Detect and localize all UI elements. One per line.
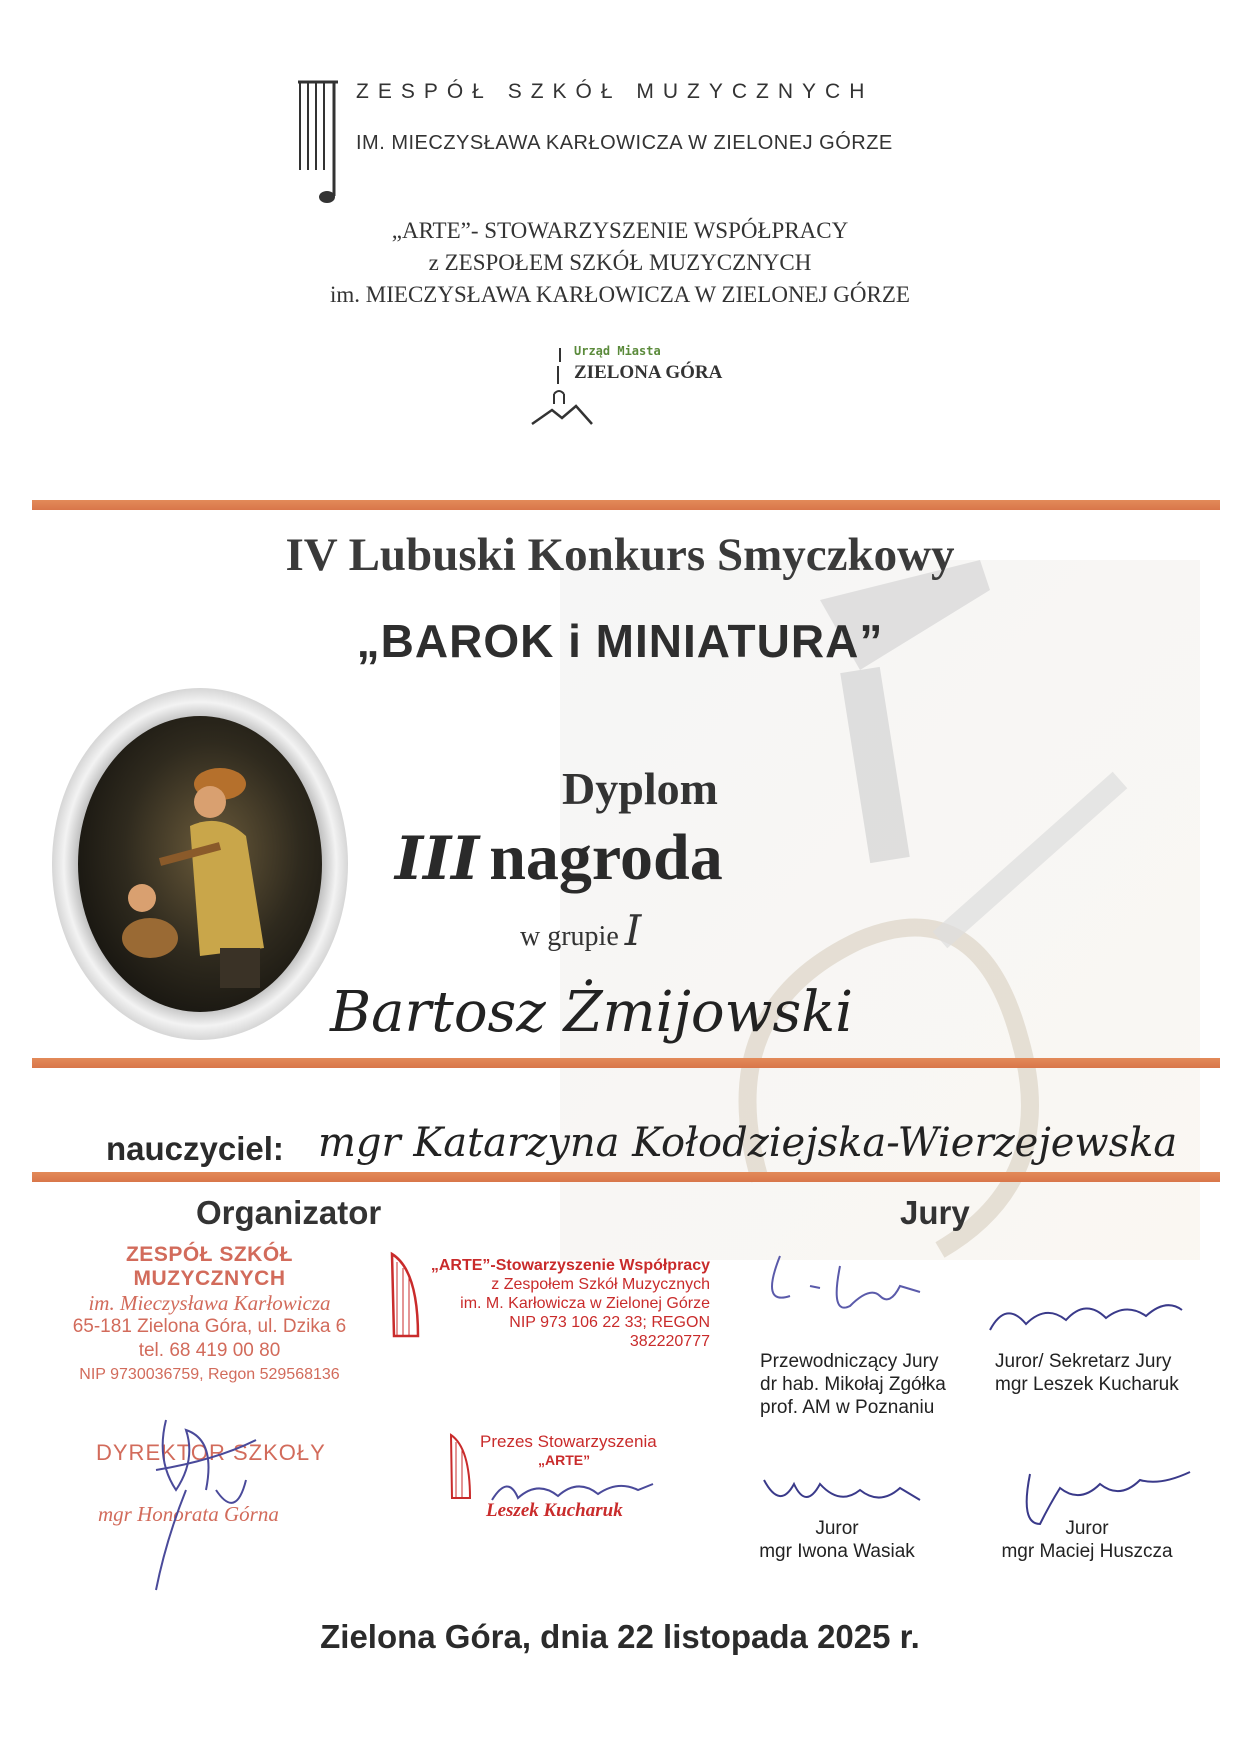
director-signature <box>126 1400 276 1600</box>
teacher-name: mgr Katarzyna Kołodziejska-Wierzejewska <box>318 1120 1178 1166</box>
jury-member-wasiak <box>742 1517 932 1563</box>
school-stamp-phone: tel. 68 419 00 80 <box>138 1340 281 1361</box>
arte-header-line-3: im. MIECZYSŁAWA KARŁOWICZA W ZIELONEJ GÓRZE <box>330 282 910 307</box>
award-line <box>395 820 723 896</box>
arte-stamp <box>430 1256 710 1351</box>
jury-wasiak-role: Juror <box>815 1518 859 1539</box>
teacher-label: nauczyciel: <box>106 1130 284 1167</box>
arte-header-line-2: z ZESPOŁEM SZKÓŁ MUZYCZNYCH <box>428 250 812 275</box>
director-stamp-title: DYREKTOR SZKOŁY <box>96 1440 326 1465</box>
director-stamp-name: mgr Honorata Górna <box>98 1502 279 1526</box>
school-stamp-address: 65-181 Zielona Góra, ul. Dzika 6 <box>72 1316 347 1337</box>
harp-icon <box>388 1250 422 1342</box>
jury-secretary-name: mgr Leszek Kucharuk <box>995 1374 1179 1395</box>
jury-chair-signature <box>750 1246 950 1336</box>
jury-heading: Jury <box>900 1194 970 1231</box>
harp-icon-small <box>448 1432 472 1502</box>
jury-member-secretary <box>995 1350 1179 1396</box>
group-line <box>520 906 641 955</box>
arte-header-line-1: „ARTE”- STOWARZYSZENIE WSPÓŁPRACY <box>391 218 849 243</box>
jury-member-huszcza <box>982 1517 1192 1563</box>
school-stamp-ids: NIP 9730036759, Regon 529568136 <box>79 1366 340 1383</box>
organizer-heading: Organizator <box>196 1194 382 1231</box>
group-value: I <box>624 906 642 955</box>
school-logo-icon <box>296 78 340 206</box>
city-logo-small-text: Urząd Miasta <box>574 344 661 358</box>
president-stamp-title: Prezes Stowarzyszenia <box>480 1432 657 1451</box>
decorative-bar-top <box>32 500 1220 510</box>
award-place: III <box>395 824 480 894</box>
jury-chair-role: Przewodniczący Jury <box>760 1351 939 1372</box>
decorative-bar-lower <box>32 1172 1220 1182</box>
arte-stamp-line-2: z Zespołem Szkół Muzycznych <box>491 1276 710 1293</box>
arte-stamp-line-1: „ARTE”-Stowarzyszenie Współpracy <box>430 1257 710 1274</box>
painting-medallion <box>50 686 350 1042</box>
school-header-title: ZESPÓŁ SZKÓŁ MUZYCZNYCH <box>356 80 874 103</box>
diploma-heading: Dyplom <box>562 763 718 814</box>
arte-stamp-line-3: im. M. Karłowicza w Zielonej Górze <box>460 1295 710 1312</box>
jury-secretary-signature <box>986 1290 1186 1340</box>
group-label: w grupie <box>520 921 619 952</box>
contest-subtitle: „BAROK i MINIATURA” <box>356 615 884 667</box>
school-stamp <box>52 1243 367 1387</box>
president-signature <box>488 1470 658 1510</box>
president-stamp-name: Leszek Kucharuk <box>486 1500 623 1521</box>
jury-secretary-role: Juror/ Sekretarz Jury <box>995 1351 1172 1372</box>
school-stamp-name: ZESPÓŁ SZKÓŁ MUZYCZNYCH <box>125 1243 293 1290</box>
contest-title: IV Lubuski Konkurs Smyczkowy <box>285 529 955 581</box>
jury-huszcza-name: mgr Maciej Huszcza <box>1001 1541 1173 1562</box>
juror-wasiak-signature <box>760 1470 930 1520</box>
jury-huszcza-role: Juror <box>1065 1518 1109 1539</box>
award-word: nagroda <box>489 821 723 894</box>
jury-member-chair <box>760 1350 946 1419</box>
jury-chair-extra: prof. AM w Poznaniu <box>760 1397 935 1418</box>
school-stamp-patron: im. Mieczysława Karłowicza <box>88 1291 331 1315</box>
jury-chair-name: dr hab. Mikołaj Zgółka <box>760 1374 946 1395</box>
student-name: Bartosz Żmijowski <box>330 980 854 1045</box>
arte-stamp-line-4: NIP 973 106 22 33; REGON 382220777 <box>509 1314 710 1350</box>
date-line: Zielona Góra, dnia 22 listopada 2025 r. <box>320 1618 920 1655</box>
city-logo-name: ZIELONA GÓRA <box>574 362 723 383</box>
school-header-subtitle: IM. MIECZYSŁAWA KARŁOWICZA W ZIELONEJ GÓRZE <box>356 132 893 154</box>
decorative-bar-middle <box>32 1058 1220 1068</box>
president-stamp-org: „ARTE” <box>538 1452 591 1468</box>
jury-wasiak-name: mgr Iwona Wasiak <box>759 1541 915 1562</box>
